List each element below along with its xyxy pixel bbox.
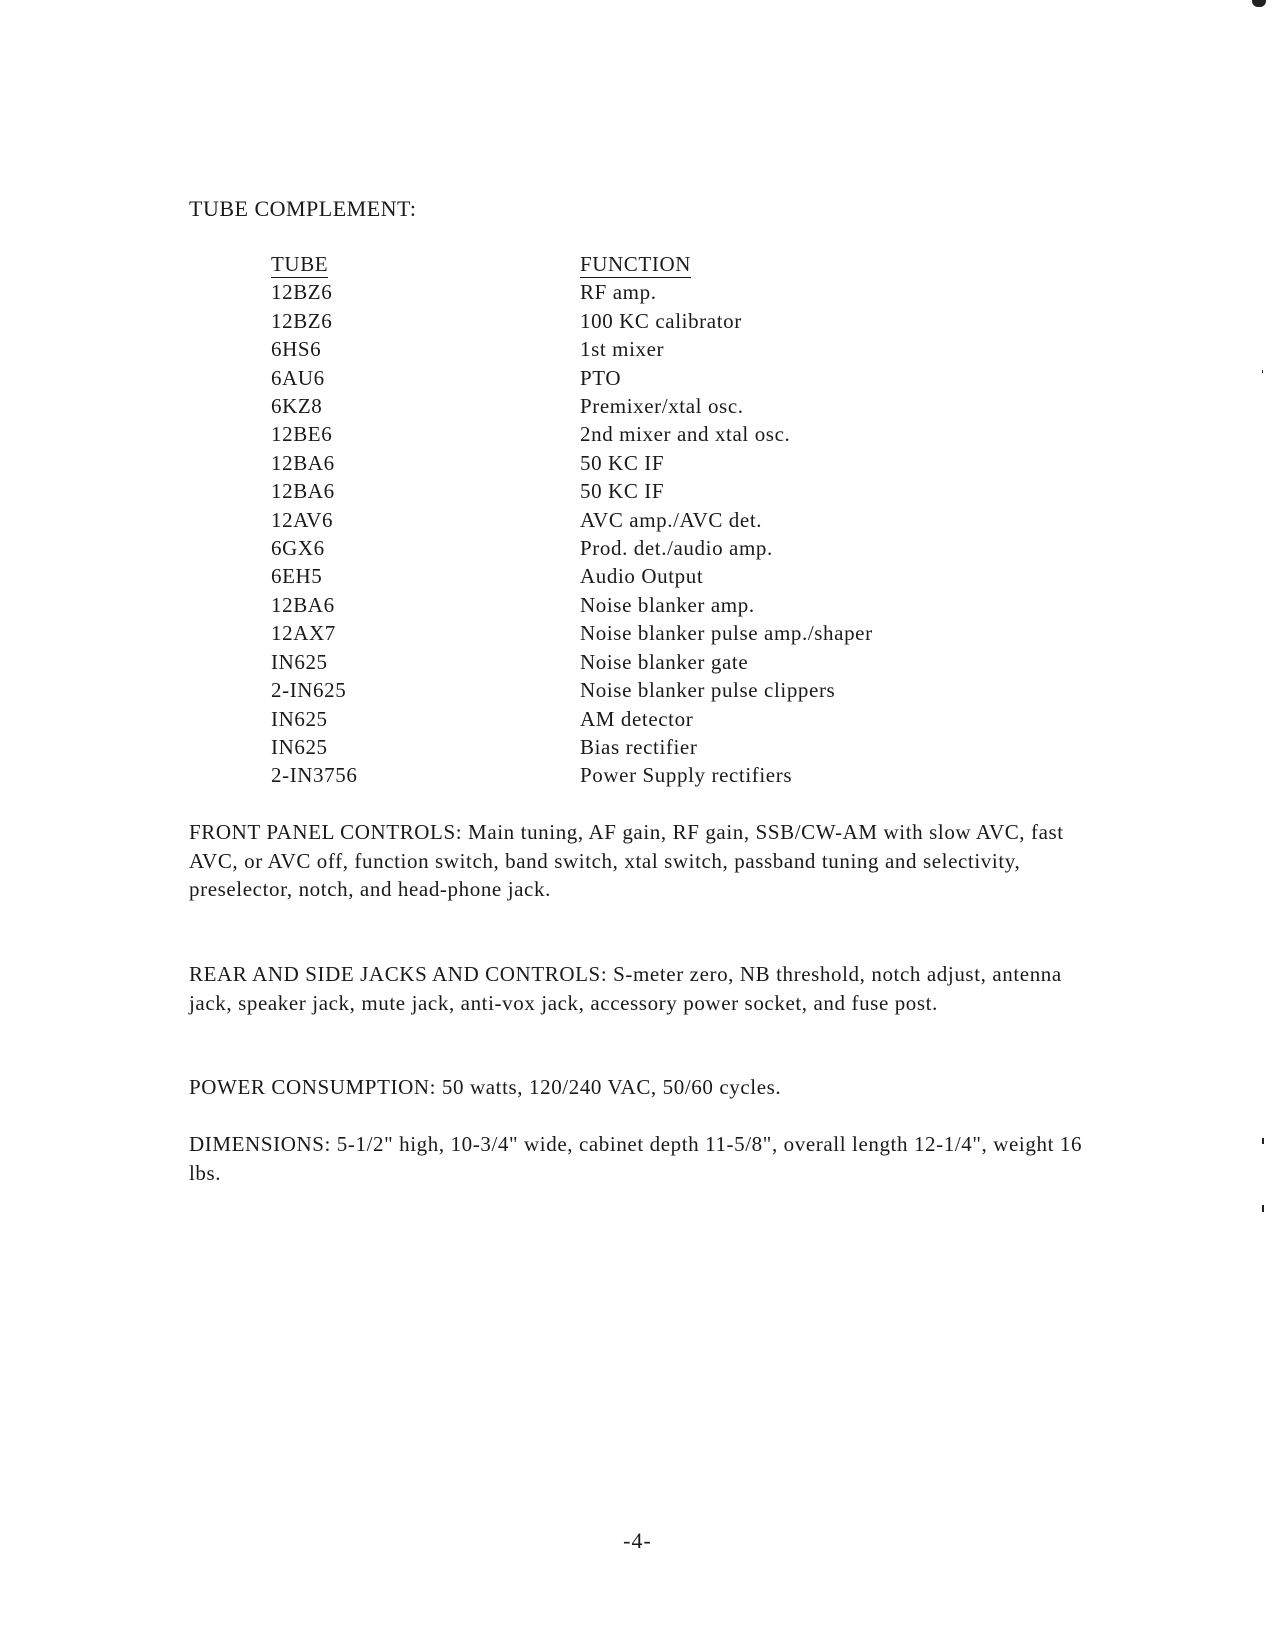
table-row	[271, 477, 1030, 505]
table-row	[271, 420, 1030, 448]
rear-side-jacks-paragraph: REAR AND SIDE JACKS AND CONTROLS: S-meter zero, NB threshold, notch adjust, antenna jack, speaker jack, mute jack, anti-vox jack, accessory power socket, and fuse post.	[189, 962, 1062, 1015]
table-row	[271, 619, 1030, 647]
tube-cell: 6HS6	[271, 337, 322, 362]
scan-mark-edge-1	[1262, 1138, 1264, 1144]
tube-table-body	[271, 278, 1030, 789]
function-cell: 50 KC IF	[580, 450, 665, 475]
table-row	[271, 392, 1030, 420]
table-row	[271, 733, 1030, 761]
table-header-row	[271, 250, 1030, 278]
function-cell: 100 KC calibrator	[580, 308, 742, 333]
tube-cell: 12AV6	[271, 507, 334, 532]
function-cell: Audio Output	[580, 564, 704, 589]
table-row	[271, 761, 1030, 789]
tube-cell: 2-IN3756	[271, 763, 358, 788]
function-cell: AM detector	[580, 706, 694, 731]
function-cell: 50 KC IF	[580, 479, 665, 504]
column-header-tube: TUBE	[271, 252, 329, 276]
function-cell: Noise blanker pulse clippers	[580, 678, 836, 703]
front-panel-controls-paragraph: FRONT PANEL CONTROLS: Main tuning, AF gain, RF gain, SSB/CW-AM with slow AVC, fast AVC, or AVC off, function switch, band switch, xtal switch, passband tuning and selectivity, preselector, notch, and head-phone jack.	[189, 820, 1064, 901]
tube-cell: 12BA6	[271, 479, 335, 504]
function-cell: Noise blanker amp.	[580, 592, 755, 617]
table-row	[271, 449, 1030, 477]
tube-complement-heading: TUBE COMPLEMENT:	[189, 196, 417, 221]
tube-cell: 12BA6	[271, 592, 335, 617]
function-cell: 1st mixer	[580, 337, 665, 362]
page-number: -4-	[623, 1528, 652, 1553]
tube-cell: 6EH5	[271, 564, 323, 589]
function-cell: Noise blanker pulse amp./shaper	[580, 621, 873, 646]
scan-mark-edge-3	[1262, 370, 1263, 373]
function-cell: Premixer/xtal osc.	[580, 394, 744, 419]
table-row	[271, 335, 1030, 363]
table-row	[271, 562, 1030, 590]
table-row	[271, 307, 1030, 335]
tube-cell: IN625	[271, 734, 328, 759]
tube-cell: IN625	[271, 649, 328, 674]
function-cell: RF amp.	[580, 280, 657, 305]
table-row	[271, 648, 1030, 676]
column-header-function: FUNCTION	[580, 252, 691, 276]
scan-mark-top-right	[1252, 0, 1266, 7]
scan-mark-edge-2	[1262, 1205, 1264, 1212]
tube-cell: 6AU6	[271, 365, 325, 390]
function-cell: AVC amp./AVC det.	[580, 507, 763, 532]
tube-complement-table	[271, 250, 1030, 790]
tube-cell: 6KZ8	[271, 394, 323, 419]
dimensions-paragraph: DIMENSIONS: 5-1/2" high, 10-3/4" wide, cabinet depth 11-5/8", overall length 12-1/4", weight 16 lbs.	[189, 1132, 1083, 1185]
function-cell: 2nd mixer and xtal osc.	[580, 422, 791, 447]
table-row	[271, 278, 1030, 306]
function-cell: Bias rectifier	[580, 734, 698, 759]
table-row	[271, 506, 1030, 534]
table-row	[271, 364, 1030, 392]
tube-cell: 6GX6	[271, 536, 325, 561]
table-row	[271, 534, 1030, 562]
tube-cell: IN625	[271, 706, 328, 731]
tube-cell: 2-IN625	[271, 678, 347, 703]
tube-cell: 12BE6	[271, 422, 333, 447]
table-row	[271, 705, 1030, 733]
power-consumption-paragraph: POWER CONSUMPTION: 50 watts, 120/240 VAC, 50/60 cycles.	[189, 1075, 782, 1099]
function-cell: Noise blanker gate	[580, 649, 749, 674]
tube-cell: 12BZ6	[271, 280, 333, 305]
function-cell: PTO	[580, 365, 622, 390]
tube-cell: 12AX7	[271, 621, 336, 646]
table-row	[271, 591, 1030, 619]
tube-cell: 12BZ6	[271, 308, 333, 333]
function-cell: Prod. det./audio amp.	[580, 536, 773, 561]
function-cell: Power Supply rectifiers	[580, 763, 793, 788]
tube-cell: 12BA6	[271, 450, 335, 475]
table-row	[271, 676, 1030, 704]
